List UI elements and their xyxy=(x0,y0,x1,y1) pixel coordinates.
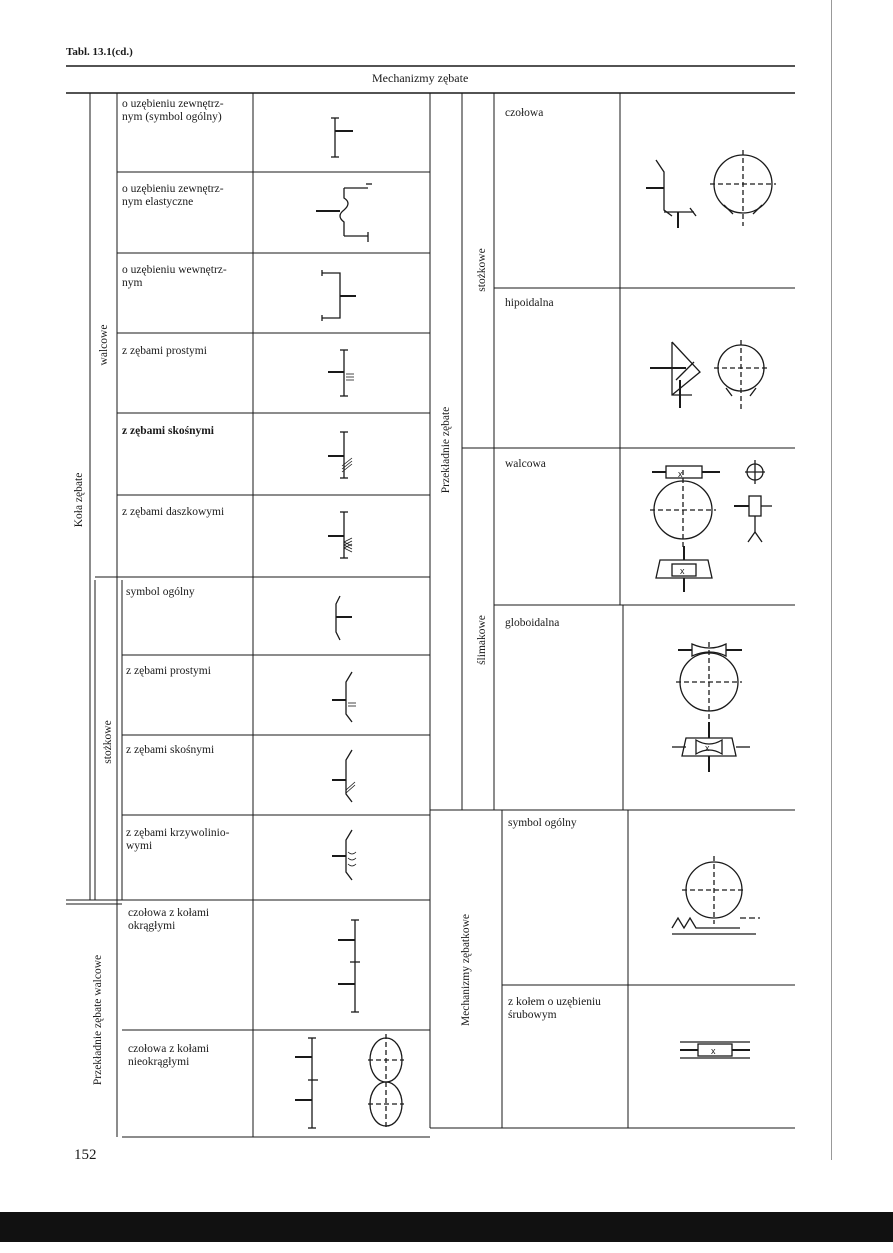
group-label-kola-zebate: Koła zębate xyxy=(73,472,85,528)
row-label-r4: z zębami prostymi xyxy=(122,345,207,357)
group-label-przekladnie-walcowe: Przekładnie zębate walcowe xyxy=(92,954,104,1086)
symbol-worm-cylindrical xyxy=(650,460,772,592)
symbol-worm-globoid xyxy=(672,642,750,772)
group-label-mechanizmy-zebatkowe: Mechanizmy zębatkowe xyxy=(460,913,472,1027)
symbol-hypoid-pair xyxy=(650,340,768,410)
page-number: 152 xyxy=(74,1147,97,1163)
row-label-r7: symbol ogólny xyxy=(126,586,195,598)
group-label-przekladnie-zebate: Przekładnie zębate xyxy=(440,406,452,494)
symbol-rack-helical xyxy=(680,1042,750,1058)
row-label-r5: z zębami skośnymi xyxy=(122,425,214,437)
binding-edge xyxy=(831,0,832,1160)
symbol-bevel-pair xyxy=(646,150,776,228)
row-label-r3: o uzębieniu wewnętrz- nym xyxy=(122,264,227,289)
row-label-r8: z zębami prostymi xyxy=(126,665,211,677)
row-label-r9: z zębami skośnymi xyxy=(126,744,215,756)
svg-text:x: x xyxy=(680,566,685,576)
svg-text:x: x xyxy=(678,469,683,479)
row-label-hipoidalna: hipoidalna xyxy=(505,297,554,309)
row-label-czolowa: czołowa xyxy=(505,107,544,119)
table-reference: Tabl. 13.1(cd.) xyxy=(66,46,133,58)
row-label-r11: czołowa z kołami okrągłymi xyxy=(128,907,210,932)
row-label-r12: czołowa z kołami nieokrągłymi xyxy=(128,1043,210,1068)
row-label-symbol-ogolny: symbol ogólny xyxy=(508,817,577,829)
subgroup-label-stozkowe: stożkowe xyxy=(102,720,114,764)
svg-text:x: x xyxy=(705,743,710,753)
row-label-globoidalna: globoidalna xyxy=(505,617,560,629)
section-title: Mechanizmy zębate xyxy=(372,71,469,85)
row-label-r6: z zębami daszkowymi xyxy=(122,506,225,518)
row-label-r10: z zębami krzywolinio- wymi xyxy=(126,827,230,852)
row-label-r2: o uzębieniu zewnętrz- nym elastyczne xyxy=(122,183,224,208)
row-label-r1: o uzębieniu zewnętrz- nym (symbol ogólny) xyxy=(122,98,224,123)
row-label-walcowa: walcowa xyxy=(505,458,546,470)
symbol-rack-general xyxy=(672,856,760,934)
svg-text:x: x xyxy=(711,1046,716,1056)
subgroup-label-stozkowe-right: stożkowe xyxy=(476,248,488,292)
subgroup-label-slimakowe: ślimakowe xyxy=(476,615,488,665)
subgroup-label-walcowe: walcowe xyxy=(98,324,110,366)
scan-shadow-bar xyxy=(0,1212,893,1242)
row-label-kolo-srubowe: z kołem o uzębieniu śrubowym xyxy=(508,996,601,1021)
